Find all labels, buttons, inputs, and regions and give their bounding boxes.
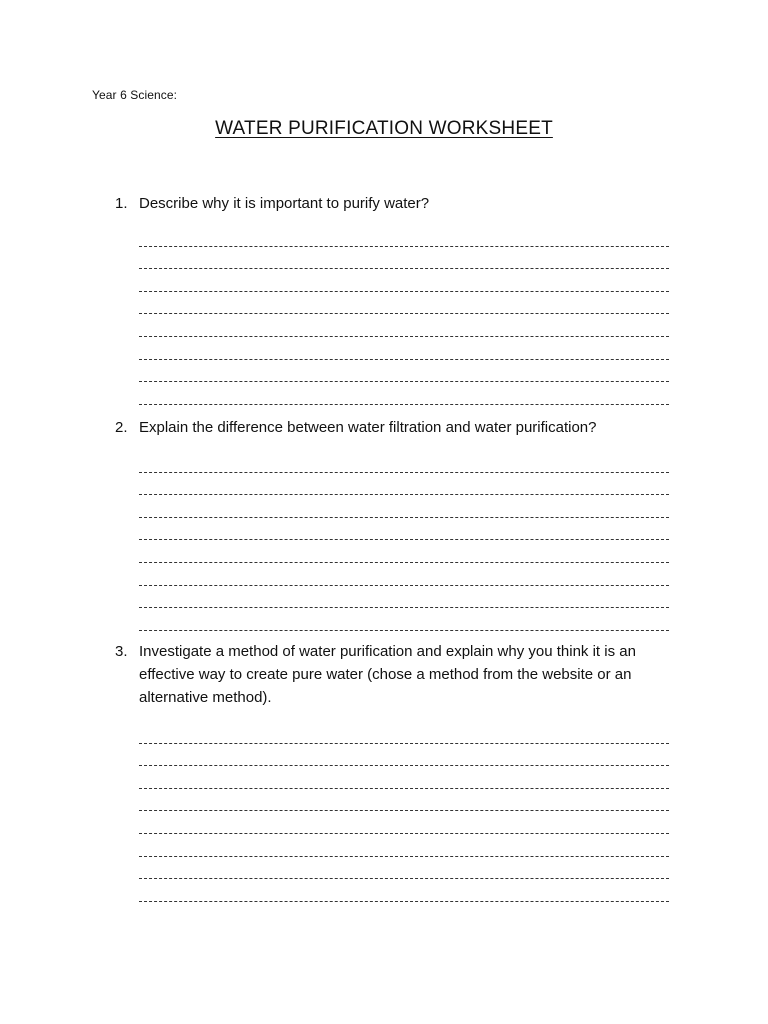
answer-line[interactable] bbox=[139, 863, 669, 886]
answer-line[interactable] bbox=[139, 456, 669, 479]
answer-line[interactable] bbox=[139, 592, 669, 615]
question-text: Explain the difference between water filtration and water purification? bbox=[139, 419, 597, 436]
question-number: 2. bbox=[115, 419, 128, 436]
answer-line[interactable] bbox=[139, 750, 669, 773]
answer-line[interactable] bbox=[139, 320, 669, 343]
answer-line[interactable] bbox=[139, 524, 669, 547]
answer-lines-1[interactable] bbox=[139, 230, 669, 411]
answer-line[interactable] bbox=[139, 772, 669, 795]
answer-line[interactable] bbox=[139, 795, 669, 818]
question-number: 1. bbox=[115, 195, 128, 212]
question-text: Investigate a method of water purification and explain why you think it is an effective way to create pure water (chose a method from the website or an alternative method). bbox=[139, 643, 636, 706]
worksheet-title: WATER PURIFICATION WORKSHEET bbox=[215, 118, 553, 139]
answer-line[interactable] bbox=[139, 885, 669, 908]
question-text: Describe why it is important to purify water? bbox=[139, 195, 430, 212]
answer-line[interactable] bbox=[139, 230, 669, 253]
answer-lines-2[interactable] bbox=[139, 456, 669, 637]
answer-line[interactable] bbox=[139, 366, 669, 389]
answer-line[interactable] bbox=[139, 253, 669, 276]
answer-line[interactable] bbox=[139, 569, 669, 592]
answer-line[interactable] bbox=[139, 298, 669, 321]
answer-line[interactable] bbox=[139, 388, 669, 411]
answer-line[interactable] bbox=[139, 479, 669, 502]
answer-line[interactable] bbox=[139, 275, 669, 298]
answer-line[interactable] bbox=[139, 343, 669, 366]
answer-line[interactable] bbox=[139, 817, 669, 840]
answer-line[interactable] bbox=[139, 727, 669, 750]
question-number: 3. bbox=[115, 643, 128, 660]
answer-lines-3[interactable] bbox=[139, 727, 669, 908]
answer-line[interactable] bbox=[139, 840, 669, 863]
answer-line[interactable] bbox=[139, 501, 669, 524]
answer-line[interactable] bbox=[139, 614, 669, 637]
answer-line[interactable] bbox=[139, 546, 669, 569]
subject-label: Year 6 Science: bbox=[92, 88, 178, 102]
